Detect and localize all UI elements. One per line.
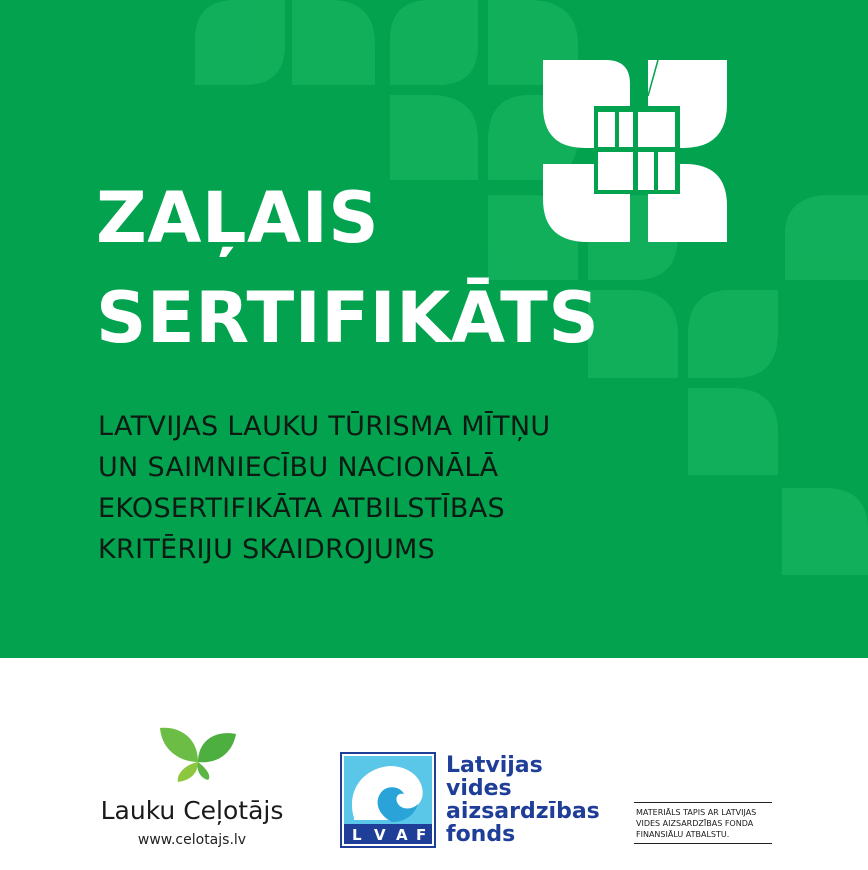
cover-subtitle-line: UN SAIMNIECĪBU NACIONĀLĀ — [98, 452, 499, 483]
lvaf-wave-emblem — [340, 752, 436, 848]
cover-title-line: SERTIFIKĀTS — [96, 277, 600, 359]
cover-subtitle-line: LATVIJAS LAUKU TŪRISMA MĪTŅU — [98, 411, 551, 442]
lvaf-name-line: aizsardzības — [446, 799, 600, 824]
lvaf-letter: F — [416, 826, 427, 844]
cover-subtitle-line: KRITĒRIJU SKAIDROJUMS — [98, 534, 436, 565]
lvaf-name-line: fonds — [446, 822, 516, 847]
funding-note-line: MATERIĀLS TAPIS AR LATVIJAS — [636, 808, 757, 817]
lauku-celotajs-name: Lauku Ceļotājs — [100, 796, 284, 825]
lvaf-letter: L — [352, 826, 362, 844]
cover-title-line: ZAĻAIS — [96, 177, 380, 259]
lauku-celotajs-url: www.celotajs.lv — [137, 832, 247, 848]
cover-subtitle — [98, 406, 550, 570]
cover-title — [96, 168, 599, 368]
lvaf-letter: V — [374, 826, 386, 844]
lvaf-letter: A — [396, 826, 408, 844]
funding-note-line: FINANSIĀLU ATBALSTU. — [636, 830, 730, 839]
lvaf-logo — [340, 752, 600, 852]
funding-note-line: VIDES AIZSARDZĪBAS FONDA — [636, 819, 754, 828]
logo-footer — [0, 658, 868, 870]
lvaf-name-line: Latvijas — [446, 753, 543, 778]
butterfly-leaves-icon — [158, 712, 238, 782]
lvaf-name — [446, 754, 600, 846]
cover-subtitle-line: EKOSERTIFIKĀTA ATBILSTĪBAS — [98, 493, 505, 524]
funding-note — [634, 802, 772, 844]
lauku-celotajs-logo — [96, 710, 296, 860]
lvaf-name-line: vides — [446, 776, 512, 801]
